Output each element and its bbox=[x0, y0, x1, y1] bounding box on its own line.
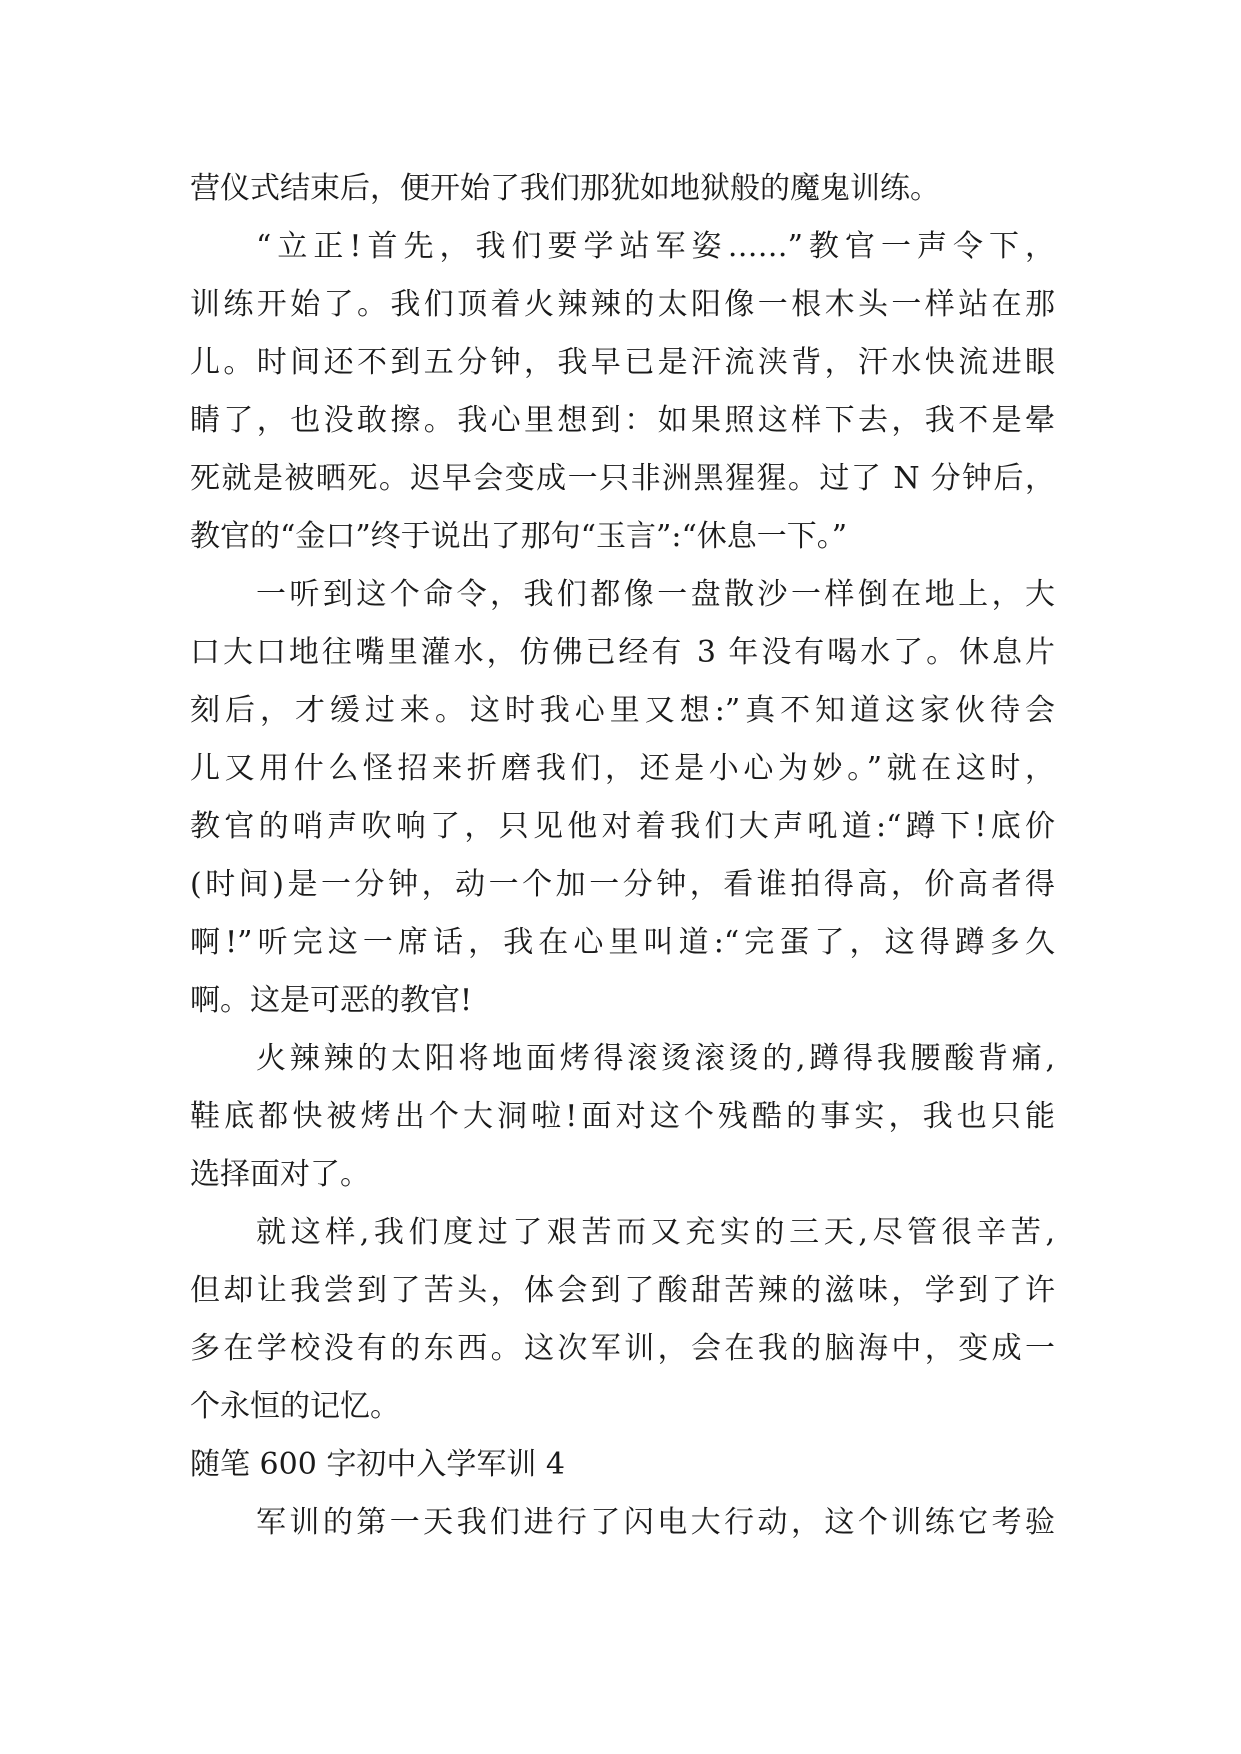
text-line: 啊。这是可恶的教官! bbox=[190, 983, 473, 1018]
text-line: 教官的哨声吹响了，只见他对着我们大声吼道:“蹲下!底价 bbox=[190, 809, 1055, 844]
paragraph bbox=[190, 218, 1055, 566]
text-line: 刻后，才缓过来。这时我心里又想:”真不知道这家伙待会 bbox=[190, 693, 1055, 728]
text-line: 选择面对了。 bbox=[190, 1157, 370, 1192]
text-line: 火辣辣的太阳将地面烤得滚烫滚烫的,蹲得我腰酸背痛, bbox=[256, 1041, 1055, 1076]
text-line: 个永恒的记忆。 bbox=[190, 1389, 400, 1424]
text-line: 鞋底都快被烤出个大洞啦!面对这个残酷的事实，我也只能 bbox=[190, 1099, 1055, 1134]
paragraph bbox=[190, 1030, 1055, 1204]
text-line: 多在学校没有的东西。这次军训，会在我的脑海中，变成一 bbox=[190, 1331, 1055, 1366]
paragraph bbox=[190, 1494, 1055, 1552]
text-line: 睛了，也没敢擦。我心里想到：如果照这样下去，我不是晕 bbox=[190, 403, 1055, 438]
text-line: 儿又用什么怪招来折磨我们，还是小心为妙。”就在这时， bbox=[190, 751, 1055, 786]
text-line: 教官的“金口”终于说出了那句“玉言”:“休息一下。” bbox=[190, 519, 848, 554]
paragraph bbox=[190, 160, 1055, 218]
section-heading: 随笔 600 字初中入学军训 4 bbox=[190, 1447, 565, 1482]
text-line: 训练开始了。我们顶着火辣辣的太阳像一根木头一样站在那 bbox=[190, 287, 1055, 322]
text-line: “立正!首先，我们要学站军姿……”教官一声令下， bbox=[256, 229, 1055, 264]
text-line: 一听到这个命令，我们都像一盘散沙一样倒在地上，大 bbox=[256, 577, 1055, 612]
text-line: 但却让我尝到了苦头，体会到了酸甜苦辣的滋味，学到了许 bbox=[190, 1273, 1055, 1308]
paragraph bbox=[190, 1204, 1055, 1436]
text-line: 营仪式结束后，便开始了我们那犹如地狱般的魔鬼训练。 bbox=[190, 171, 940, 206]
text-line: 军训的第一天我们进行了闪电大行动，这个训练它考验 bbox=[256, 1505, 1055, 1540]
text-line: 死就是被晒死。迟早会变成一只非洲黑猩猩。过了 N 分钟后， bbox=[190, 461, 1055, 496]
text-line: 口大口地往嘴里灌水，仿佛已经有 3 年没有喝水了。休息片 bbox=[190, 635, 1055, 670]
text-line: 就这样,我们度过了艰苦而又充实的三天,尽管很辛苦, bbox=[256, 1215, 1055, 1250]
document-body bbox=[190, 160, 1055, 1552]
paragraph bbox=[190, 566, 1055, 1030]
text-line: 儿。时间还不到五分钟，我早已是汗流浃背，汗水快流进眼 bbox=[190, 345, 1055, 380]
text-line: (时间)是一分钟，动一个加一分钟，看谁拍得高，价高者得 bbox=[190, 867, 1055, 902]
text-line: 啊!”听完这一席话，我在心里叫道:“完蛋了，这得蹲多久 bbox=[190, 925, 1055, 960]
